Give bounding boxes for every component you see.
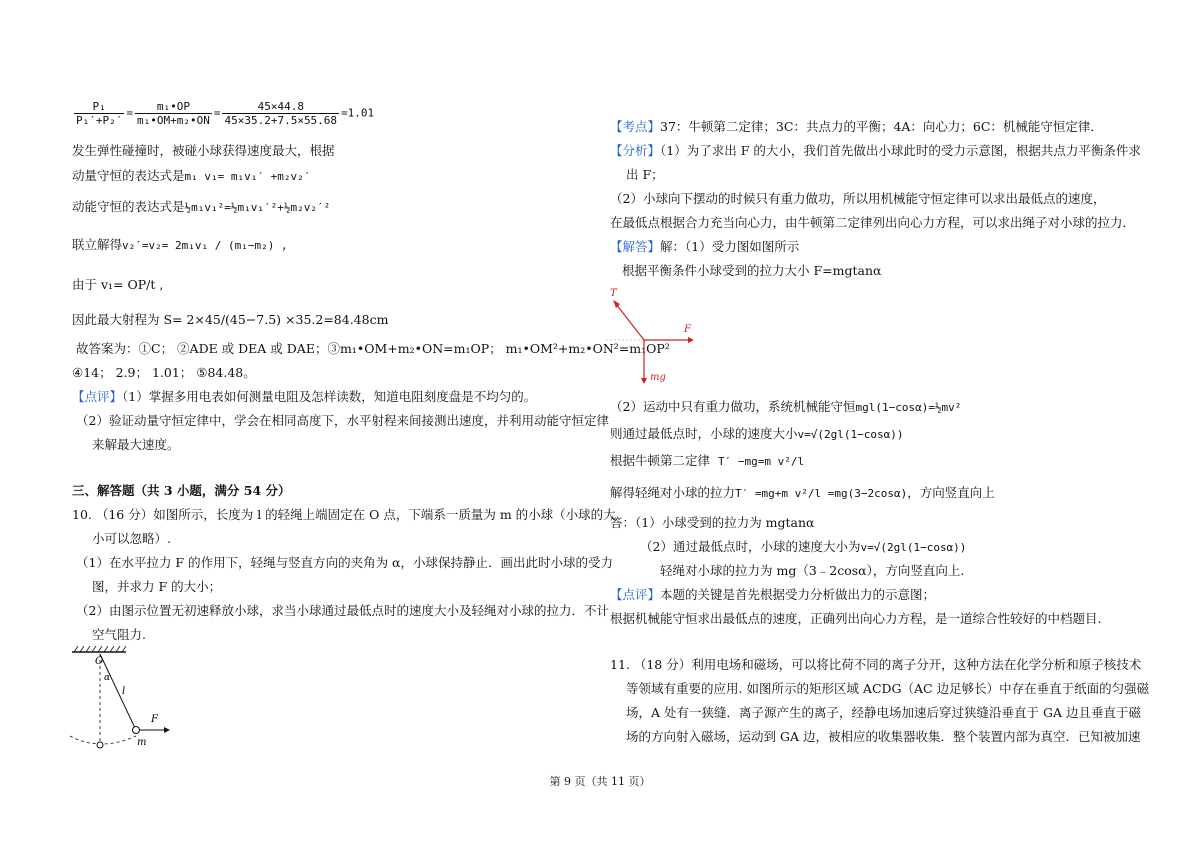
- question-line: （1）在水平拉力 F 的作用下，轻绳与竖直方向的夹角为 α，小球保持静止．画出此时小球的受力: [76, 555, 613, 570]
- label-alpha: α: [104, 673, 111, 683]
- text-line: 根据牛顿第二定律 T′ −mg=m v²/l: [610, 453, 805, 468]
- text-line: （2）运动中只有重力做功，系统机械能守恒mgl(1−cosα)=½mv²: [610, 399, 962, 414]
- question-line: 11. （18 分）利用电场和磁场，可以将比荷不同的离子分开，这种方法在化学分析和原子核技术: [610, 657, 1142, 672]
- question-line: 场的方向射入磁场，运动到 GA 边，被相应的收集器收集．整个装置内部为真空．已知被加速: [626, 729, 1141, 744]
- answer-line: ④14； 2.9； 1.01； ⑤84.48。: [72, 365, 256, 380]
- text-line: 根据平衡条件小球受到的拉力大小 F=mgtanα: [622, 263, 882, 278]
- text-line: 【解答】解：（1）受力图如图所示: [610, 239, 800, 254]
- text-line: 【点评】本题的关键是首先根据受力分析做出力的示意图；: [610, 587, 936, 602]
- question-line: 等领域有重要的应用. 如图所示的矩形区域 ACDG（AC 边足够长）中存在垂直于纸面的匀强磁: [626, 681, 1150, 696]
- question-line: （2）由图示位置无初速释放小球，求当小球通过最低点时的速度大小及轻绳对小球的拉力．不计: [76, 603, 609, 618]
- text-line: 因此最大射程为 S= 2×45/(45−7.5) ×35.2=84.48cm: [72, 312, 389, 327]
- text-line: 联立解得v₂′=v₂= 2m₁v₁ / (m₁−m₂) ,: [72, 237, 288, 252]
- label-mg: mg: [650, 372, 666, 383]
- text-line: 【分析】（1）为了求出 F 的大小，我们首先做出小球此时的受力示意图，根据共点力平衡条件求: [610, 143, 1141, 158]
- question-line: 10. （16 分）如图所示，长度为 l 的轻绳上端固定在 O 点，下端系一质量为 m 的小球（小球的大: [72, 507, 616, 522]
- comment-tag: 【点评】: [610, 587, 661, 602]
- label-T: T: [610, 288, 617, 299]
- text-line: 动能守恒的表达式是½m₁v₁²=½m₁v₁′²+½m₂v₂′²: [72, 199, 331, 214]
- text-line: 动量守恒的表达式是m₁ v₁= m₁v₁′ +m₂v₂′: [72, 168, 311, 183]
- text-line: （2）通过最低点时，小球的速度大小为v=√(2gl(1−cosα)): [640, 539, 967, 554]
- text-line: 答：（1）小球受到的拉力为 mgtanα: [610, 515, 815, 530]
- text-line: 在最低点根据合力充当向心力，由牛顿第二定律列出向心力方程，可以求出绳子对小球的拉力．: [610, 215, 1136, 230]
- label-F: F: [151, 714, 158, 725]
- topic-tag: 【考点】: [610, 119, 661, 134]
- question-line: 空气阻力.: [92, 627, 146, 642]
- text-line: 【考点】37：牛顿第二定律；3C：共点力的平衡；4A：向心力；6C：机械能守恒定律．: [610, 119, 1103, 134]
- text-line: 来解最大速度。: [92, 437, 180, 452]
- text-line: （2）小球向下摆动的时候只有重力做功，所以用机械能守恒定律可以求出最低点的速度，: [610, 191, 1106, 206]
- section-heading: 三、解答题（共 3 小题，满分 54 分）: [72, 483, 291, 498]
- answer-line: 故答案为：①C； ②ADE 或 DEA 或 DAE；③m₁•OM+m₂•ON=m₁OP； m₁•OM²+m₂•ON²=m₁OP²: [76, 341, 670, 356]
- question-line: 图，并求力 F 的大小；: [92, 579, 222, 594]
- label-O: O: [95, 656, 104, 667]
- solution-tag: 【解答】: [610, 239, 661, 254]
- text-line: 由于 v₁= OP/t ,: [72, 277, 164, 292]
- text-line: 则通过最低点时，小球的速度大小v=√(2gl(1−cosα)): [610, 426, 904, 441]
- analysis-tag: 【分析】: [610, 143, 661, 158]
- text-line: 轻绳对小球的拉力为 mg（3﹣2cosα），方向竖直向上.: [660, 563, 965, 578]
- force-diagram: [604, 284, 714, 388]
- text-line: 出 F；: [626, 167, 664, 182]
- page-footer: 第 9 页（共 11 页）: [549, 775, 651, 788]
- text-line: 解得轻绳对小球的拉力T′ =mg+m v²/l =mg(3−2cosα)，方向竖直向上: [610, 485, 995, 500]
- pendulum-figure: [64, 644, 194, 752]
- text-line: 发生弹性碰撞时，被碰小球获得速度最大，根据: [72, 143, 335, 158]
- label-l: l: [122, 686, 126, 697]
- text-line: （2）验证动量守恒定律中，学会在相同高度下，水平射程来间接测出速度，并利用动能守恒定律: [76, 413, 609, 428]
- question-line: 场，A 处有一狭缝．离子源产生的离子，经静电场加速后穿过狭缝沿垂直于 GA 边且垂直于磁: [626, 705, 1141, 720]
- question-line: 小可以忽略）.: [92, 531, 171, 546]
- comment-tag: 【点评】: [72, 389, 123, 404]
- ratio-equation: $\frac{\text{P₁}}{\text{P₁′+P₂′}}$ = $\frac{\text{m₁•OP}}{\text{m₁•OM+m₂•ON}}$ = $\frac{45\times 44.8}{45\times 35.2+7.5\times 55.68}$ =1.01: [76, 100, 375, 127]
- comment-line: 【点评】（1）掌握多用电表如何测量电阻及怎样读数，知道电阻刻度盘是不均匀的。: [72, 389, 537, 404]
- label-m: m: [137, 737, 147, 748]
- text-line: 根据机械能守恒求出最低点的速度，正确列出向心力方程，是一道综合性较好的中档题目.: [610, 611, 1102, 626]
- label-F: F: [684, 324, 691, 335]
